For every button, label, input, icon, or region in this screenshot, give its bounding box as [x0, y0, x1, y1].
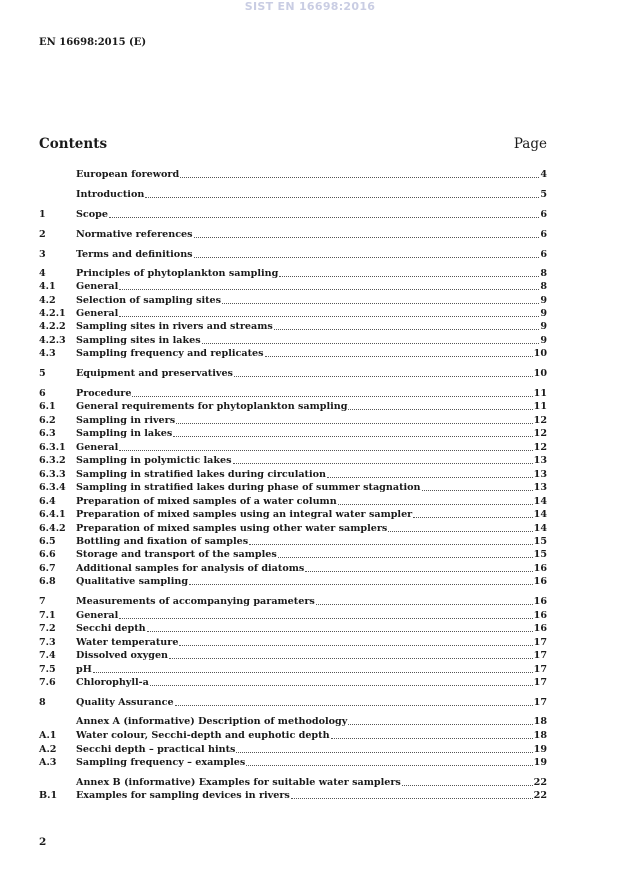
- toc-entry-number: 6.8: [39, 576, 56, 587]
- toc-entry-title: Sampling frequency and replicates: [76, 348, 264, 359]
- toc-entry-page: 14: [533, 496, 547, 507]
- toc-entry[interactable]: [39, 730, 547, 742]
- toc-entry-title: Secchi depth – practical hints: [76, 744, 236, 755]
- toc-entry-number: 4.2.3: [39, 335, 66, 346]
- toc-dot-leader: [180, 177, 539, 178]
- toc-entry-number: 4.2.1: [39, 308, 66, 319]
- toc-dot-leader: [109, 217, 539, 218]
- toc-entry-page: 12: [533, 415, 547, 426]
- toc-entry[interactable]: [39, 335, 547, 347]
- toc-dot-leader: [147, 631, 533, 632]
- toc-dot-leader: [222, 303, 539, 304]
- toc-entry-title: Annex A (informative) Description of methodology: [76, 716, 348, 727]
- toc-entry-title: Sampling in stratified lakes during circulation: [76, 469, 327, 480]
- toc-entry-title: General: [76, 610, 119, 621]
- toc-entry-page: 16: [533, 596, 547, 607]
- toc-entry-number: 6.5: [39, 536, 56, 547]
- toc-entry-number: 1: [39, 209, 46, 220]
- toc-entry[interactable]: [39, 469, 547, 481]
- toc-entry-page: 6: [540, 249, 547, 260]
- toc-entry[interactable]: [39, 428, 547, 440]
- toc-entry-title: Scope: [76, 209, 108, 220]
- toc-entry-number: 4.2: [39, 295, 56, 306]
- toc-entry-page: 16: [533, 610, 547, 621]
- toc-entry-number: 7: [39, 596, 46, 607]
- toc-entry-number: 6.3.1: [39, 442, 66, 453]
- toc-entry-title: Annex B (informative) Examples for suitable water samplers: [76, 777, 401, 788]
- toc-entry-number: 8: [39, 697, 46, 708]
- toc-entry[interactable]: [39, 368, 547, 380]
- toc-entry-page: 9: [540, 321, 547, 332]
- toc-entry-title: Chlorophyll-a: [76, 677, 149, 688]
- toc-dot-leader: [169, 658, 533, 659]
- toc-entry-page: 11: [533, 388, 547, 399]
- toc-dot-leader: [119, 618, 532, 619]
- toc-entry-page: 17: [533, 664, 547, 675]
- toc-entry[interactable]: [39, 415, 547, 427]
- toc-dot-leader: [234, 376, 533, 377]
- toc-entry-title: Sampling frequency – examples: [76, 757, 246, 768]
- toc-dot-leader: [388, 531, 532, 532]
- toc-dot-leader: [413, 517, 532, 518]
- toc-entry[interactable]: [39, 757, 547, 769]
- toc-entry-title: European foreword: [76, 169, 180, 180]
- toc-entry-page: 6: [540, 209, 547, 220]
- toc-dot-leader: [422, 490, 533, 491]
- toc-entry-title: Principles of phytoplankton sampling: [76, 268, 279, 279]
- toc-entry-page: 19: [533, 744, 547, 755]
- toc-entry-page: 6: [540, 229, 547, 240]
- toc-entry-number: 6.2: [39, 415, 56, 426]
- toc-dot-leader: [279, 276, 539, 277]
- toc-entry[interactable]: [39, 716, 547, 728]
- toc-entry[interactable]: [39, 249, 547, 261]
- toc-dot-leader: [194, 237, 540, 238]
- toc-entry-number: A.1: [39, 730, 57, 741]
- toc-entry-title: Terms and definitions: [76, 249, 193, 260]
- toc-entry-page: 18: [533, 716, 547, 727]
- toc-entry-title: Sampling in lakes: [76, 428, 173, 439]
- toc-entry-title: Sampling in stratified lakes during phase of summer stagnation: [76, 482, 421, 493]
- toc-dot-leader: [236, 752, 532, 753]
- toc-entry-number: 6.1: [39, 401, 56, 412]
- toc-entry-page: 5: [540, 189, 547, 200]
- toc-entry-title: Preparation of mixed samples using an integral water sampler: [76, 509, 413, 520]
- toc-entry-title: Dissolved oxygen: [76, 650, 169, 661]
- toc-entry-title: Equipment and preservatives: [76, 368, 233, 379]
- toc-dot-leader: [119, 450, 532, 451]
- toc-entry-number: 7.4: [39, 650, 56, 661]
- toc-entry[interactable]: [39, 677, 547, 689]
- toc-entry[interactable]: [39, 610, 547, 622]
- toc-entry[interactable]: [39, 523, 547, 535]
- toc-entry[interactable]: [39, 596, 547, 608]
- toc-dot-leader: [316, 604, 533, 605]
- toc-entry-number: 3: [39, 249, 46, 260]
- toc-dot-leader: [331, 738, 533, 739]
- toc-entry[interactable]: [39, 295, 547, 307]
- toc-entry-number: 6.4.1: [39, 509, 66, 520]
- toc-entry-number: 6: [39, 388, 46, 399]
- toc-entry-number: 7.6: [39, 677, 56, 688]
- toc-entry-title: General: [76, 308, 119, 319]
- toc-entry-page: 4: [540, 169, 547, 180]
- toc-dot-leader: [175, 705, 533, 706]
- toc-entry-number: 7.3: [39, 637, 56, 648]
- toc-entry-number: 2: [39, 229, 46, 240]
- toc-entry-title: Secchi depth: [76, 623, 146, 634]
- toc-entry[interactable]: [39, 563, 547, 575]
- toc-entry-page: 17: [533, 650, 547, 661]
- toc-entry-page: 22: [533, 790, 547, 801]
- toc-entry-page: 10: [533, 368, 547, 379]
- toc-dot-leader: [327, 477, 533, 478]
- toc-entry-title: Selection of sampling sites: [76, 295, 222, 306]
- toc-entry-title: pH: [76, 664, 92, 675]
- toc-dot-leader: [119, 289, 539, 290]
- toc-entry-page: 8: [540, 281, 547, 292]
- toc-entry[interactable]: [39, 401, 547, 413]
- toc-entry[interactable]: [39, 637, 547, 649]
- toc-entry-title: Quality Assurance: [76, 697, 174, 708]
- toc-dot-leader: [194, 257, 540, 258]
- toc-entry-page: 17: [533, 677, 547, 688]
- toc-entry-number: 6.3.3: [39, 469, 66, 480]
- toc-dot-leader: [176, 423, 533, 424]
- toc-entry[interactable]: [39, 209, 547, 221]
- toc-entry-page: 14: [533, 523, 547, 534]
- toc-entry-number: 7.1: [39, 610, 56, 621]
- toc-dot-leader: [305, 571, 532, 572]
- toc-entry-page: 12: [533, 442, 547, 453]
- toc-entry-title: General: [76, 281, 119, 292]
- toc-dot-leader: [93, 672, 533, 673]
- toc-entry-number: 4.2.2: [39, 321, 66, 332]
- toc-entry-page: 17: [533, 637, 547, 648]
- toc-dot-leader: [233, 463, 533, 464]
- toc-entry-title: Sampling sites in rivers and streams: [76, 321, 273, 332]
- toc-entry-page: 15: [533, 536, 547, 547]
- toc-entry-page: 9: [540, 295, 547, 306]
- toc-entry[interactable]: [39, 623, 547, 635]
- toc-dot-leader: [145, 197, 539, 198]
- toc-dot-leader: [338, 504, 533, 505]
- toc-entry-title: Preparation of mixed samples using other water samplers: [76, 523, 388, 534]
- toc-entry-title: Preparation of mixed samples of a water column: [76, 496, 337, 507]
- toc-entry[interactable]: [39, 576, 547, 588]
- toc-entry-number: 6.7: [39, 563, 56, 574]
- toc-dot-leader: [179, 645, 532, 646]
- toc-entry[interactable]: [39, 348, 547, 360]
- toc-dot-leader: [249, 544, 533, 545]
- toc-entry-page: 17: [533, 697, 547, 708]
- watermark: SIST EN 16698:2016: [244, 0, 376, 13]
- toc-dot-leader: [173, 436, 532, 437]
- toc-entry[interactable]: [39, 169, 547, 181]
- toc-dot-leader: [132, 396, 532, 397]
- toc-entry[interactable]: [39, 268, 547, 280]
- toc-entry[interactable]: [39, 442, 547, 454]
- toc-entry-page: 16: [533, 576, 547, 587]
- toc-entry-title: Storage and transport of the samples: [76, 549, 277, 560]
- toc-entry-title: Procedure: [76, 388, 132, 399]
- toc-entry[interactable]: [39, 777, 547, 789]
- toc-entry[interactable]: [39, 189, 547, 201]
- toc-entry-page: 9: [540, 335, 547, 346]
- toc-entry-page: 18: [533, 730, 547, 741]
- toc-entry-title: Normative references: [76, 229, 193, 240]
- toc-entry[interactable]: [39, 321, 547, 333]
- toc-entry-page: 8: [540, 268, 547, 279]
- toc-entry-page: 19: [533, 757, 547, 768]
- toc-entry[interactable]: [39, 697, 547, 709]
- toc-entry-page: 14: [533, 509, 547, 520]
- toc-dot-leader: [348, 409, 532, 410]
- page-column-label: Page: [513, 136, 547, 152]
- toc-entry[interactable]: [39, 308, 547, 320]
- toc-entry-title: Introduction: [76, 189, 145, 200]
- toc-entry-page: 13: [533, 482, 547, 493]
- toc-dot-leader: [246, 765, 532, 766]
- toc-entry[interactable]: [39, 482, 547, 494]
- toc-dot-leader: [265, 356, 533, 357]
- toc-entry[interactable]: [39, 664, 547, 676]
- toc-entry-title: Qualitative sampling: [76, 576, 189, 587]
- contents-title: Contents: [39, 136, 108, 152]
- toc-dot-leader: [402, 785, 533, 786]
- toc-entry-page: 11: [533, 401, 547, 412]
- toc-entry-number: 5: [39, 368, 46, 379]
- toc-entry-number: B.1: [39, 790, 58, 801]
- toc-entry-number: 6.3.2: [39, 455, 66, 466]
- toc-entry[interactable]: [39, 790, 547, 802]
- toc-entry[interactable]: [39, 549, 547, 561]
- toc-entry-title: Measurements of accompanying parameters: [76, 596, 315, 607]
- toc-entry-number: 4.3: [39, 348, 56, 359]
- toc-entry-title: Sampling sites in lakes: [76, 335, 201, 346]
- toc-entry-title: Water colour, Secchi-depth and euphotic depth: [76, 730, 330, 741]
- toc-dot-leader: [274, 329, 540, 330]
- toc-entry-number: 6.4.2: [39, 523, 66, 534]
- toc-entry-page: 13: [533, 469, 547, 480]
- toc-entry[interactable]: [39, 744, 547, 756]
- toc-entry-title: General requirements for phytoplankton sampling: [76, 401, 348, 412]
- toc-dot-leader: [291, 798, 533, 799]
- toc-entry-page: 16: [533, 563, 547, 574]
- toc-entry-number: A.3: [39, 757, 57, 768]
- toc-entry-number: 6.3: [39, 428, 56, 439]
- toc-entry-title: Bottling and fixation of samples: [76, 536, 249, 547]
- toc-entry-title: Additional samples for analysis of diatoms: [76, 563, 305, 574]
- toc-entry-title: Sampling in rivers: [76, 415, 176, 426]
- toc-entry-number: A.2: [39, 744, 57, 755]
- toc-dot-leader: [348, 724, 532, 725]
- toc-entry[interactable]: [39, 455, 547, 467]
- toc-dot-leader: [119, 316, 539, 317]
- toc-entry-page: 22: [533, 777, 547, 788]
- toc-entry-title: Sampling in polymictic lakes: [76, 455, 232, 466]
- toc-entry[interactable]: [39, 650, 547, 662]
- toc-dot-leader: [202, 343, 540, 344]
- toc-entry-page: 10: [533, 348, 547, 359]
- toc-dot-leader: [189, 584, 533, 585]
- toc-entry-title: General: [76, 442, 119, 453]
- toc-dot-leader: [150, 685, 533, 686]
- toc-entry[interactable]: [39, 536, 547, 548]
- toc-entry-number: 6.4: [39, 496, 56, 507]
- toc-entry-title: Examples for sampling devices in rivers: [76, 790, 290, 801]
- toc-dot-leader: [278, 557, 533, 558]
- toc-entry[interactable]: [39, 281, 547, 293]
- document-id: EN 16698:2015 (E): [39, 37, 147, 48]
- toc-entry-number: 6.6: [39, 549, 56, 560]
- toc-entry-page: 9: [540, 308, 547, 319]
- toc-entry-page: 12: [533, 428, 547, 439]
- toc-entry-page: 13: [533, 455, 547, 466]
- toc-entry-page: 16: [533, 623, 547, 634]
- toc-entry-page: 15: [533, 549, 547, 560]
- toc-entry[interactable]: [39, 388, 547, 400]
- toc-entry[interactable]: [39, 496, 547, 508]
- toc-entry-number: 7.5: [39, 664, 56, 675]
- toc-entry-number: 7.2: [39, 623, 56, 634]
- page-number: 2: [39, 836, 47, 848]
- toc-entry-number: 6.3.4: [39, 482, 66, 493]
- toc-entry-title: Water temperature: [76, 637, 179, 648]
- toc-entry[interactable]: [39, 229, 547, 241]
- toc-entry-number: 4: [39, 268, 46, 279]
- toc-entry[interactable]: [39, 509, 547, 521]
- toc-entry-number: 4.1: [39, 281, 56, 292]
